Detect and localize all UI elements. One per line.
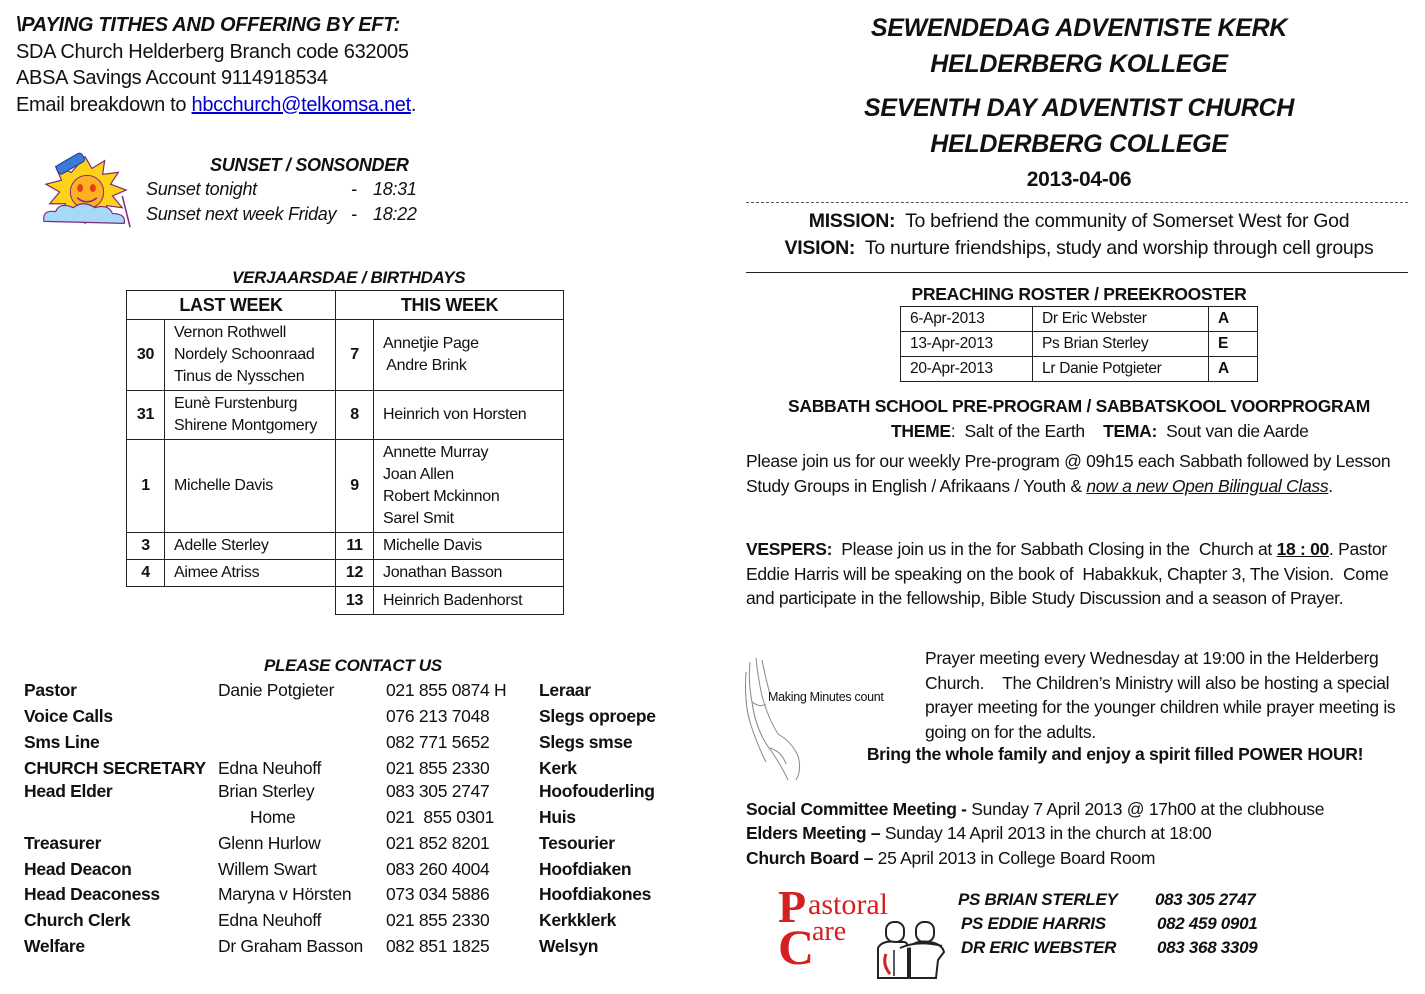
sun-with-hat-icon — [38, 152, 136, 232]
eft-email-line — [16, 92, 416, 119]
birthday-names — [374, 320, 564, 391]
pastoral-care-phone: 082 459 0901 — [1157, 914, 1258, 933]
birthday-name: Michelle Davis — [383, 537, 482, 554]
birthday-name: Michelle Davis — [174, 477, 273, 494]
meeting-item — [746, 848, 1155, 869]
contact-role: Church Clerk — [24, 910, 131, 930]
birthday-names — [165, 391, 336, 440]
divider — [746, 202, 1408, 203]
vision-statement — [745, 237, 1413, 260]
sunset-dash: - — [351, 179, 357, 199]
preaching-roster-table — [900, 306, 1258, 382]
contact-role: Pastor — [24, 680, 77, 700]
contact-name: Home — [250, 807, 296, 827]
eft-email-suffix: . — [410, 93, 417, 116]
birthday-name: Joan Allen — [383, 466, 454, 483]
birthday-day: 4 — [127, 560, 165, 587]
sabbath-school-theme — [891, 421, 1309, 442]
theme-value: Salt of the Earth — [955, 421, 1104, 441]
logo-word-are: are — [812, 916, 847, 947]
birthdays-header-row — [127, 291, 564, 320]
table-row — [127, 440, 564, 533]
eft-branch-code: SDA Church Helderberg Branch code 632005 — [16, 40, 409, 63]
header-english-church: SEVENTH DAY ADVENTIST CHURCH — [863, 94, 1295, 122]
birthday-names — [165, 440, 336, 533]
meeting-label: Elders Meeting – — [746, 823, 885, 843]
birthday-name: Vernon Rothwell — [174, 324, 287, 341]
power-hour-callout: Bring the whole family and enjoy a spirit filled POWER HOUR! — [866, 744, 1364, 764]
sunset-tonight-row — [146, 179, 417, 200]
contact-name: Dr Graham Basson — [218, 936, 363, 956]
contact-role: Voice Calls — [24, 706, 113, 726]
birthday-name: Jonathan Basson — [383, 564, 503, 581]
empty-cell — [127, 587, 165, 615]
birthday-day: 1 — [127, 440, 165, 533]
table-row — [127, 587, 564, 615]
contact-phone: 021 855 0874 H — [386, 680, 507, 700]
birthday-name: Adelle Sterley — [174, 537, 269, 554]
vespers-time: 18 : 00 — [1276, 539, 1329, 559]
sunset-title: SUNSET / SONSONDER — [210, 155, 409, 175]
sabbath-school-end: . — [1328, 475, 1333, 496]
pastoral-care-phone: 083 368 3309 — [1157, 938, 1258, 957]
sabbath-school-paragraph — [746, 449, 1406, 498]
table-row — [901, 307, 1258, 332]
meeting-item — [746, 799, 1324, 820]
vespers-label: VESPERS: — [746, 539, 833, 559]
roster-date: 13-Apr-2013 — [901, 332, 1033, 357]
vision-text: To nurture friendships, study and worship through cell groups — [855, 237, 1374, 259]
meeting-label: Social Committee Meeting - — [746, 799, 972, 819]
contact-role: Head Elder — [24, 781, 113, 801]
meeting-label: Church Board – — [746, 848, 878, 868]
meeting-details: Sunday 14 April 2013 in the church at 18:00 — [884, 823, 1212, 843]
logo-word-astoral: astoral — [808, 888, 888, 921]
birthday-name: Andre Brink — [383, 357, 467, 374]
pastoral-care-name: PS BRIAN STERLEY — [958, 890, 1118, 909]
contact-afrikaans-label: Hoofdiaken — [539, 859, 632, 879]
contact-phone: 021 852 8201 — [386, 833, 490, 853]
birthday-names — [165, 533, 336, 560]
birthdays-table — [126, 290, 564, 615]
contact-afrikaans-label: Hoofouderling — [539, 781, 655, 801]
contact-phone: 021 855 0301 — [386, 807, 495, 827]
birthday-day: 11 — [336, 533, 374, 560]
contact-afrikaans-label: Slegs smse — [539, 732, 633, 752]
contact-name: Brian Sterley — [218, 781, 315, 801]
contact-role: Treasurer — [24, 833, 102, 853]
making-minutes-caption: Making Minutes count — [768, 690, 884, 704]
header-afrikaans-college: HELDERBERG KOLLEGE — [930, 50, 1228, 78]
birthday-day: 12 — [336, 560, 374, 587]
contact-name: Edna Neuhoff — [218, 910, 322, 930]
contact-afrikaans-label: Slegs oproepe — [539, 706, 656, 726]
birthday-day: 13 — [336, 587, 374, 615]
contact-name: Maryna v Hörsten — [218, 884, 352, 904]
roster-language: A — [1209, 357, 1258, 382]
birthday-names — [165, 320, 336, 391]
eft-title: \PAYING TITHES AND OFFERING BY EFT: — [16, 14, 400, 36]
birthday-name: Shirene Montgomery — [174, 417, 318, 434]
birthday-day: 31 — [127, 391, 165, 440]
contact-phone: 021 855 2330 — [386, 910, 490, 930]
roster-preacher: Ps Brian Sterley — [1033, 332, 1209, 357]
meeting-details: Sunday 7 April 2013 @ 17h00 at the clubhouse — [971, 799, 1325, 819]
birthday-names — [374, 560, 564, 587]
sabbath-school-title: SABBATH SCHOOL PRE-PROGRAM / SABBATSKOOL VOORPROGRAM — [787, 396, 1370, 416]
header-english-college: HELDERBERG COLLEGE — [930, 130, 1228, 158]
birthday-names — [374, 440, 564, 533]
bulletin-date: 2013-04-06 — [1026, 168, 1132, 191]
birthday-names — [374, 587, 564, 615]
contact-name: Danie Potgieter — [218, 680, 335, 700]
roster-date: 20-Apr-2013 — [901, 357, 1033, 382]
birthday-name: Heinrich Badenhorst — [383, 591, 523, 609]
birthday-names — [374, 533, 564, 560]
email-link[interactable]: hbcchurch@telkomsa.net — [191, 93, 411, 116]
contact-afrikaans-label: Hoofdiakones — [539, 884, 652, 904]
pastoral-care-name: DR ERIC WEBSTER — [961, 938, 1117, 957]
tema-value: Sout van die Aarde — [1157, 421, 1309, 441]
vespers-paragraph — [746, 537, 1406, 611]
birthday-day: 7 — [336, 320, 374, 391]
contact-phone: 021 855 2330 — [386, 758, 490, 778]
contact-afrikaans-label: Welsyn — [539, 936, 599, 956]
roster-preacher: Dr Eric Webster — [1033, 307, 1209, 332]
contact-afrikaans-label: Leraar — [539, 680, 591, 700]
birthday-name: Robert Mckinnon — [383, 488, 500, 505]
birthday-name: Nordely Schoonraad — [174, 346, 315, 363]
vespers-text: Please join us in the for Sabbath Closing in the Church at — [832, 539, 1277, 559]
contact-role: CHURCH SECRETARY — [24, 758, 206, 778]
table-row — [127, 533, 564, 560]
birthday-name: Sarel Smit — [383, 510, 454, 527]
birthday-day: 8 — [336, 391, 374, 440]
sunset-next-friday-row — [146, 204, 417, 225]
prayer-meeting-text: Prayer meeting every Wednesday at 19:00 in the Helderberg Church. The Children’s Ministry will also be hosting a special prayer meeting for the younger children while prayer meeting is going on for the adults. — [925, 648, 1400, 742]
table-row — [127, 560, 564, 587]
roster-language: E — [1209, 332, 1258, 357]
contact-phone: 083 260 4004 — [386, 859, 490, 879]
meeting-item — [746, 823, 1212, 844]
mission-label: MISSION: — [808, 210, 896, 232]
divider — [746, 272, 1408, 273]
bilingual-class-link: now a new Open Bilingual Class — [1086, 475, 1329, 496]
birthday-names — [374, 391, 564, 440]
roster-language: A — [1209, 307, 1258, 332]
contact-role: Sms Line — [24, 732, 100, 752]
vision-label: VISION: — [784, 237, 856, 259]
contact-name: Willem Swart — [218, 859, 317, 879]
contact-afrikaans-label: Kerk — [539, 758, 577, 778]
tema-label: TEMA: — [1103, 421, 1157, 441]
eft-email-prefix: Email breakdown to — [16, 93, 192, 116]
contact-role: Head Deaconess — [24, 884, 160, 904]
meeting-details: 25 April 2013 in College Board Room — [877, 848, 1156, 868]
this-week-header: THIS WEEK — [336, 291, 564, 320]
pastoral-care-name: PS EDDIE HARRIS — [961, 914, 1106, 933]
contact-afrikaans-label: Kerkklerk — [539, 910, 617, 930]
birthday-name: Tinus de Nysschen — [174, 368, 305, 385]
contact-phone: 083 305 2747 — [386, 781, 490, 801]
theme-colon: : — [950, 421, 956, 441]
logo-letter-p: P — [778, 881, 807, 932]
roster-title: PREACHING ROSTER / PREEKROOSTER — [911, 284, 1247, 304]
birthday-name: Heinrich von Horsten — [383, 406, 527, 423]
header-afrikaans-church: SEWENDEDAG ADVENTISTE KERK — [870, 14, 1288, 42]
contact-name: Edna Neuhoff — [218, 758, 322, 778]
contact-role: Head Deacon — [24, 859, 132, 879]
birthday-day: 3 — [127, 533, 165, 560]
pastoral-care-phone: 083 305 2747 — [1155, 890, 1256, 909]
pastoral-care-logo — [778, 880, 950, 980]
sunset-label: Sunset tonight — [146, 179, 257, 199]
birthday-day: 30 — [127, 320, 165, 391]
birthday-day: 9 — [336, 440, 374, 533]
contact-phone: 082 771 5652 — [386, 732, 490, 752]
sabbath-school-text: Please join us for our weekly Pre-program @ 09h15 each Sabbath followed by Lesson Study Groups in English / Afrikaans / Youth & — [746, 451, 1391, 496]
eft-payment-info — [16, 12, 416, 118]
contact-afrikaans-label: Huis — [539, 807, 576, 827]
contact-role: Welfare — [24, 936, 85, 956]
roster-date: 6-Apr-2013 — [901, 307, 1033, 332]
eft-account-number: ABSA Savings Account 9114918534 — [16, 67, 328, 89]
mission-statement — [745, 210, 1413, 233]
birthday-names — [165, 560, 336, 587]
table-row — [127, 391, 564, 440]
birthday-name: Eunè Furstenburg — [174, 395, 298, 412]
roster-preacher: Lr Danie Potgieter — [1033, 357, 1209, 382]
table-row — [127, 320, 564, 391]
birthday-name: Annette Murray — [383, 444, 489, 461]
last-week-header: LAST WEEK — [127, 291, 336, 320]
vespers-text-continued: . Pastor Eddie Harris will be speaking on the book of Habakkuk, Chapter 3, The Vision. Come and participate in the fellowship, Bible Study Discussion and a season of Prayer. — [746, 539, 1393, 608]
birthdays-title: VERJAARSDAE / BIRTHDAYS — [232, 268, 466, 287]
contact-afrikaans-label: Tesourier — [539, 833, 615, 853]
theme-label: THEME — [891, 421, 951, 441]
contact-phone: 076 213 7048 — [386, 706, 490, 726]
contact-phone: 082 851 1825 — [386, 936, 490, 956]
birthday-name: Annetjie Page — [383, 335, 479, 352]
logo-letter-c: C — [778, 919, 815, 975]
table-row — [901, 357, 1258, 382]
birthday-name: Aimee Atriss — [174, 564, 260, 581]
mission-text: To befriend the community of Somerset West for God — [895, 210, 1350, 232]
contact-name: Glenn Hurlow — [218, 833, 321, 853]
sunset-label: Sunset next week Friday — [146, 204, 337, 224]
contact-phone: 073 034 5886 — [386, 884, 490, 904]
sunset-time: 18:22 — [373, 204, 417, 224]
sunset-dash: - — [351, 204, 357, 224]
sunset-time: 18:31 — [373, 179, 417, 199]
contact-title: PLEASE CONTACT US — [264, 656, 442, 675]
empty-cell — [165, 587, 336, 615]
table-row — [901, 332, 1258, 357]
